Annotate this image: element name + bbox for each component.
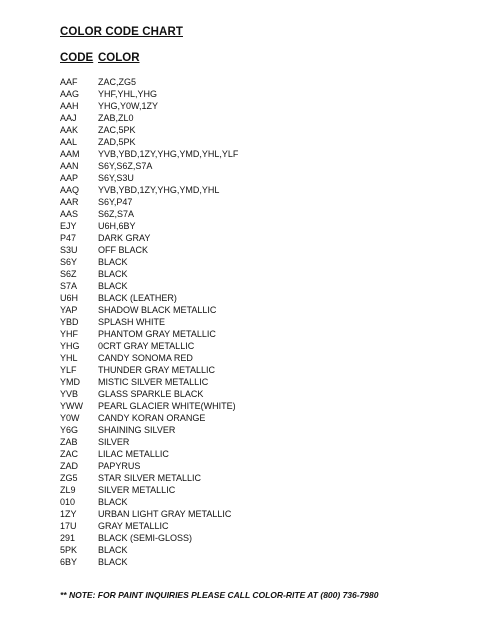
table-row [60,424,460,436]
row-color: PHANTOM GRAY METALLIC [98,329,216,339]
row-code: AAN [60,161,79,171]
row-color: YVB,YBD,1ZY,YHG,YMD,YHL [98,185,220,195]
table-row [60,376,460,388]
row-color: YHF,YHL,YHG [98,89,158,99]
row-code: P47 [60,233,77,243]
row-color: BLACK [98,497,128,507]
row-code: AAH [60,101,79,111]
row-color: 0CRT GRAY METALLIC [98,341,195,351]
row-code: YHF [60,329,78,339]
row-color: BLACK [98,545,128,555]
table-row [60,148,460,160]
column-header-code: CODE [60,52,94,64]
row-color: SILVER [98,437,130,447]
row-code: 1ZY [60,509,77,519]
row-code: S7A [60,281,78,291]
row-color: YHG,Y0W,1ZY [98,101,159,111]
row-code: AAK [60,125,79,135]
table-row [60,352,460,364]
table-row [60,100,460,112]
row-code: AAQ [60,185,80,195]
table-row [60,160,460,172]
row-color: BLACK (LEATHER) [98,293,177,303]
row-code: ZL9 [60,485,76,495]
row-color: PEARL GLACIER WHITE(WHITE) [98,401,236,411]
row-color: DARK GRAY [98,233,151,243]
row-color: ZAC,ZG5 [98,77,137,87]
row-color: S6Y,S3U [98,173,134,183]
table-row [60,244,460,256]
row-color: ZAC,5PK [98,125,136,135]
table-row [60,544,460,556]
row-color: S6Z,S7A [98,209,135,219]
row-color: S6Y,P47 [98,197,133,207]
row-color: GLASS SPARKLE BLACK [98,389,204,399]
row-code: AAF [60,77,78,87]
table-row [60,532,460,544]
table-row [60,412,460,424]
row-code: YMD [60,377,80,387]
table-row [60,508,460,520]
column-header-color: COLOR [98,52,140,64]
table-row [60,112,460,124]
table-row [60,496,460,508]
table-row [60,136,460,148]
table-row [60,484,460,496]
footer-note: ** NOTE: FOR PAINT INQUIRIES PLEASE CALL COLOR-RITE AT (800) 736-7980 [60,590,379,600]
row-color: BLACK (SEMI-GLOSS) [98,533,193,543]
row-code: YLF [60,365,77,375]
row-code: AAG [60,89,80,99]
table-row [60,364,460,376]
row-code: AAR [60,197,79,207]
row-color: LILAC METALLIC [98,449,169,459]
table-row [60,472,460,484]
table-row [60,520,460,532]
table-row [60,328,460,340]
table-row [60,124,460,136]
table-row [60,340,460,352]
table-row [60,232,460,244]
row-code: AAM [60,149,80,159]
row-color: SHAINING SILVER [98,425,176,435]
table-row [60,304,460,316]
table-row [60,268,460,280]
row-color: SILVER METALLIC [98,485,176,495]
row-color: BLACK [98,557,128,567]
table-row [60,184,460,196]
table-row [60,208,460,220]
table-row [60,388,460,400]
row-color: MISTIC SILVER METALLIC [98,377,209,387]
row-code: AAS [60,209,79,219]
row-code: U6H [60,293,79,303]
row-code: ZAC [60,449,78,459]
row-code: S6Y [60,257,78,267]
row-color: URBAN LIGHT GRAY METALLIC [98,509,232,519]
table-row [60,76,460,88]
table-row [60,556,460,568]
row-code: ZAB [60,437,78,447]
row-code: 5PK [60,545,78,555]
table-row [60,280,460,292]
row-code: Y6G [60,425,79,435]
table-row [60,220,460,232]
table-row [60,196,460,208]
row-code: EJY [60,221,77,231]
row-color: THUNDER GRAY METALLIC [98,365,216,375]
table-row [60,400,460,412]
row-color: ZAB,ZL0 [98,113,134,123]
row-code: AAP [60,173,79,183]
row-color: S6Y,S6Z,S7A [98,161,153,171]
row-color: CANDY KORAN ORANGE [98,413,206,423]
row-code: ZG5 [60,473,78,483]
color-code-list [60,76,460,568]
row-color: YVB,YBD,1ZY,YHG,YMD,YHL,YLF [98,149,239,159]
row-color: CANDY SONOMA RED [98,353,193,363]
row-code: 6BY [60,557,78,567]
row-code: 291 [60,533,76,543]
row-code: YHL [60,353,78,363]
row-color: BLACK [98,269,128,279]
row-color: STAR SILVER METALLIC [98,473,202,483]
table-row [60,316,460,328]
table-row [60,172,460,184]
row-color: GRAY METALLIC [98,521,169,531]
row-code: ZAD [60,461,78,471]
row-code: Y0W [60,413,80,423]
table-row [60,436,460,448]
row-color: ZAD,5PK [98,137,136,147]
row-code: 17U [60,521,77,531]
table-row [60,88,460,100]
table-row [60,448,460,460]
row-code: S6Z [60,269,77,279]
row-code: AAL [60,137,78,147]
row-color: BLACK [98,257,128,267]
row-color: BLACK [98,281,128,291]
row-color: U6H,6BY [98,221,136,231]
row-color: OFF BLACK [98,245,149,255]
row-code: YVB [60,389,79,399]
page-title: COLOR CODE CHART [60,26,183,38]
table-row [60,292,460,304]
row-color: SPLASH WHITE [98,317,166,327]
row-color: PAPYRUS [98,461,141,471]
row-code: YHG [60,341,80,351]
row-code: AAJ [60,113,77,123]
row-code: YAP [60,305,78,315]
row-color: SHADOW BLACK METALLIC [98,305,217,315]
row-code: S3U [60,245,78,255]
row-code: 010 [60,497,76,507]
table-row [60,460,460,472]
row-code: YWW [60,401,83,411]
table-row [60,256,460,268]
row-code: YBD [60,317,79,327]
